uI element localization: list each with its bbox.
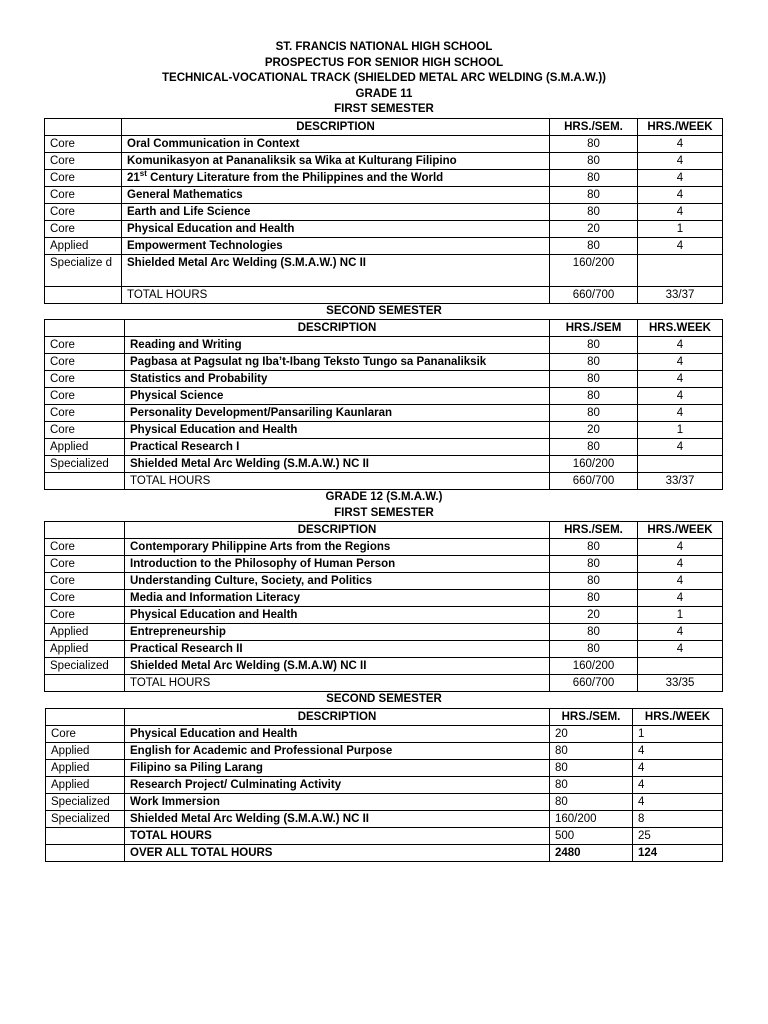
table-row [45,152,723,169]
table-row [45,539,723,556]
subject-hrs-sem: 80 [550,539,638,556]
subject-hrs-sem: 80 [550,203,638,220]
subject-hrs-sem: 160/200 [550,810,633,827]
subject-category: Core [45,135,122,152]
subject-hrs-week: 4 [638,169,723,186]
header-hrs-sem: HRS./SEM [550,320,638,337]
g11-second-semester-heading: SECOND SEMESTER [326,304,442,317]
g12-second-semester-table [45,708,723,862]
subject-hrs-sem: 80 [550,337,638,354]
grade-11-heading: GRADE 11 [355,87,413,100]
table-row [45,405,723,422]
subject-description: Practical Research II [125,641,550,658]
table-row [45,590,723,607]
subject-description: Media and Information Literacy [125,590,550,607]
subject-category: Core [45,422,125,439]
table-row [45,186,723,203]
subject-hrs-sem: 80 [550,624,638,641]
header-hrs-sem: HRS./SEM. [550,522,638,539]
total-hrs-sem: 500 [550,827,633,844]
subject-description: Physical Education and Health [125,607,550,624]
table-header-row [45,320,723,337]
subject-category: Core [45,590,125,607]
subject-description: Practical Research I [125,439,550,456]
table-row [45,422,723,439]
subject-hrs-sem: 160/200 [550,456,638,473]
subject-description: Oral Communication in Context [122,135,550,152]
total-category [46,827,125,844]
subject-hrs-sem: 80 [550,556,638,573]
total-hrs-week: 33/37 [638,286,723,303]
table-row [45,220,723,237]
total-category [45,286,122,303]
header-category [46,708,125,725]
subject-hrs-week: 1 [638,422,723,439]
subject-hrs-week: 4 [638,337,723,354]
subject-hrs-week: 4 [638,405,723,422]
subject-category: Core [45,556,125,573]
subject-category: Specialized [45,658,125,675]
subject-category: Applied [45,439,125,456]
subject-category: Core [45,220,122,237]
header-hrs-week: HRS./WEEK [638,522,723,539]
table-row [45,237,723,254]
subject-hrs-sem: 20 [550,220,638,237]
subject-description: Shielded Metal Arc Welding (S.M.A.W.) NC II [125,456,550,473]
subject-category: Applied [45,641,125,658]
subject-hrs-sem: 80 [550,641,638,658]
subject-hrs-sem: 80 [550,152,638,169]
subject-category: Core [45,573,125,590]
header-description: DESCRIPTION [125,320,550,337]
subject-hrs-sem: 160/200 [550,658,638,675]
grade-12-heading: GRADE 12 (S.M.A.W.) [325,491,443,503]
header-description: DESCRIPTION [125,708,550,725]
table-row [46,759,723,776]
subject-hrs-week: 4 [638,439,723,456]
g12-second-semester-heading: SECOND SEMESTER [326,693,442,705]
table-row [45,169,723,186]
overall-total-hrs-week: 124 [633,844,723,861]
subject-description: Entrepreneurship [125,624,550,641]
g11-second-semester-table [44,319,723,490]
total-row [45,473,723,490]
table-row [45,439,723,456]
subject-hrs-week: 4 [638,388,723,405]
subject-hrs-week: 1 [638,607,723,624]
subject-description: Understanding Culture, Society, and Politics [125,573,550,590]
subject-description: Empowerment Technologies [122,237,550,254]
subject-hrs-week: 8 [633,810,723,827]
subject-description: Physical Education and Health [125,422,550,439]
header-hrs-week: HRS.WEEK [638,320,723,337]
subject-hrs-week: 4 [638,354,723,371]
table-row [46,725,723,742]
subject-description: General Mathematics [122,186,550,203]
subject-description: Contemporary Philippine Arts from the Regions [125,539,550,556]
table-row [46,742,723,759]
header-category [45,522,125,539]
table-row [46,793,723,810]
subject-category: Core [45,337,125,354]
subject-description: Reading and Writing [125,337,550,354]
subject-hrs-sem: 80 [550,237,638,254]
table-row [46,776,723,793]
subject-description: Earth and Life Science [122,203,550,220]
table-row [45,135,723,152]
subject-hrs-sem: 80 [550,405,638,422]
overall-category [46,844,125,861]
total-hrs-week: 33/35 [638,675,723,692]
subject-hrs-week: 4 [638,590,723,607]
header-category [45,118,122,135]
subject-hrs-sem: 80 [550,590,638,607]
total-category [45,675,125,692]
ordinal-suffix: st [139,169,147,178]
subject-category: Core [45,169,122,186]
header-description: DESCRIPTION [122,118,550,135]
subject-hrs-sem: 80 [550,793,633,810]
subject-hrs-sem: 80 [550,388,638,405]
g11-first-semester-heading: FIRST SEMESTER [334,103,434,115]
table-row [45,456,723,473]
subject-hrs-week [638,658,723,675]
subject-category: Core [45,607,125,624]
subject-hrs-week: 4 [638,152,723,169]
subject-category: Core [46,725,125,742]
header-hrs-week: HRS./WEEK [638,118,723,135]
header-description: DESCRIPTION [125,522,550,539]
subject-hrs-week: 4 [638,135,723,152]
subject-category: Specialized [45,456,125,473]
subject-hrs-sem: 80 [550,742,633,759]
subject-category: Specialize d [45,254,122,286]
subject-category: Core [45,388,125,405]
subject-description: Physical Science [125,388,550,405]
subject-hrs-week [638,254,723,286]
total-label: TOTAL HOURS [125,827,550,844]
subject-hrs-week: 4 [638,573,723,590]
subject-category: Specialized [46,793,125,810]
subject-category: Core [45,152,122,169]
total-row [45,675,723,692]
table-row [45,658,723,675]
prospectus-title: PROSPECTUS FOR SENIOR HIGH SCHOOL [264,56,504,69]
subject-category: Applied [46,742,125,759]
subject-category: Core [45,354,125,371]
table-header-row [45,118,723,135]
g12-first-semester-heading: FIRST SEMESTER [334,506,434,519]
table-row [45,371,723,388]
subject-category: Applied [46,759,125,776]
total-label: TOTAL HOURS [122,286,550,303]
table-row [45,624,723,641]
total-row [46,827,723,844]
subject-description: Physical Education and Health [125,725,550,742]
subject-description: Physical Education and Health [122,220,550,237]
subject-description: Shielded Metal Arc Welding (S.M.A.W) NC II [125,658,550,675]
subject-hrs-week: 4 [638,556,723,573]
subject-hrs-sem: 80 [550,759,633,776]
subject-description: Komunikasyon at Pananaliksik sa Wika at Kulturang Filipino [122,152,550,169]
subject-category: Core [45,405,125,422]
table-row [45,388,723,405]
subject-hrs-week: 4 [633,742,723,759]
total-hrs-sem: 660/700 [550,675,638,692]
subject-description: Statistics and Probability [125,371,550,388]
overall-total-row [46,844,723,861]
subject-hrs-week: 4 [638,237,723,254]
subject-description: Filipino sa Piling Larang [125,759,550,776]
subject-hrs-week [638,456,723,473]
subject-hrs-sem: 80 [550,776,633,793]
table-row [45,607,723,624]
total-row [45,286,723,303]
subject-hrs-week: 4 [633,793,723,810]
track-title: TECHNICAL-VOCATIONAL TRACK (SHIELDED METAL ARC WELDING (S.M.A.W.)) [162,72,606,84]
subject-category: Specialized [46,810,125,827]
table-row [46,810,723,827]
subject-description-rest: Century Literature from the Philippines and the World [146,171,444,184]
subject-hrs-week: 4 [638,539,723,556]
subject-description: Introduction to the Philosophy of Human Person [125,556,550,573]
school-name: ST. FRANCIS NATIONAL HIGH SCHOOL [275,41,493,53]
subject-description: Research Project/ Culminating Activity [125,776,550,793]
table-row [45,573,723,590]
subject-hrs-week: 4 [638,641,723,658]
total-hrs-sem: 660/700 [550,473,638,490]
subject-category: Applied [45,237,122,254]
subject-category: Applied [45,624,125,641]
subject-hrs-sem: 20 [550,607,638,624]
subject-hrs-week: 4 [633,776,723,793]
header-hrs-week: HRS./WEEK [633,708,723,725]
table-row [45,337,723,354]
subject-hrs-week: 4 [638,371,723,388]
subject-hrs-sem: 160/200 [550,254,638,286]
table-row [45,254,723,286]
subject-hrs-sem: 80 [550,186,638,203]
g11-first-semester-table [44,118,723,304]
subject-description: Shielded Metal Arc Welding (S.M.A.W.) NC II [125,810,550,827]
total-hrs-sem: 660/700 [550,286,638,303]
subject-description: Shielded Metal Arc Welding (S.M.A.W.) NC II [122,254,550,286]
subject-hrs-sem: 80 [550,371,638,388]
total-category [45,473,125,490]
overall-total-label: OVER ALL TOTAL HOURS [125,844,550,861]
subject-hrs-sem: 80 [550,169,638,186]
subject-category: Core [45,371,125,388]
header-category [45,320,125,337]
header-hrs-sem: HRS./SEM. [550,708,633,725]
g12-first-semester-table [44,521,723,692]
ordinal-number: 21 [127,171,140,184]
subject-hrs-sem: 80 [550,135,638,152]
header-hrs-sem: HRS./SEM. [550,118,638,135]
subject-hrs-week: 1 [638,220,723,237]
subject-hrs-week: 4 [638,186,723,203]
subject-hrs-week: 1 [633,725,723,742]
subject-description: Pagbasa at Pagsulat ng Iba’t-Ibang Teksto Tungo sa Pananaliksik [125,354,550,371]
subject-category: Core [45,539,125,556]
table-header-row [46,708,723,725]
table-row [45,641,723,658]
table-row [45,203,723,220]
total-label: TOTAL HOURS [125,473,550,490]
subject-category: Core [45,203,122,220]
table-row [45,354,723,371]
subject-category: Core [45,186,122,203]
table-header-row [45,522,723,539]
total-label: TOTAL HOURS [125,675,550,692]
subject-description: English for Academic and Professional Purpose [125,742,550,759]
table-row [45,556,723,573]
subject-hrs-week: 4 [633,759,723,776]
subject-hrs-week: 4 [638,624,723,641]
subject-hrs-sem: 20 [550,725,633,742]
subject-category: Applied [46,776,125,793]
subject-hrs-week: 4 [638,203,723,220]
total-hrs-week: 25 [633,827,723,844]
subject-hrs-sem: 20 [550,422,638,439]
total-hrs-week: 33/37 [638,473,723,490]
overall-total-hrs-sem: 2480 [550,844,633,861]
subject-description: Personality Development/Pansariling Kaunlaran [125,405,550,422]
subject-hrs-sem: 80 [550,573,638,590]
subject-description: Work Immersion [125,793,550,810]
subject-hrs-sem: 80 [550,354,638,371]
subject-hrs-sem: 80 [550,439,638,456]
subject-description [122,169,550,186]
